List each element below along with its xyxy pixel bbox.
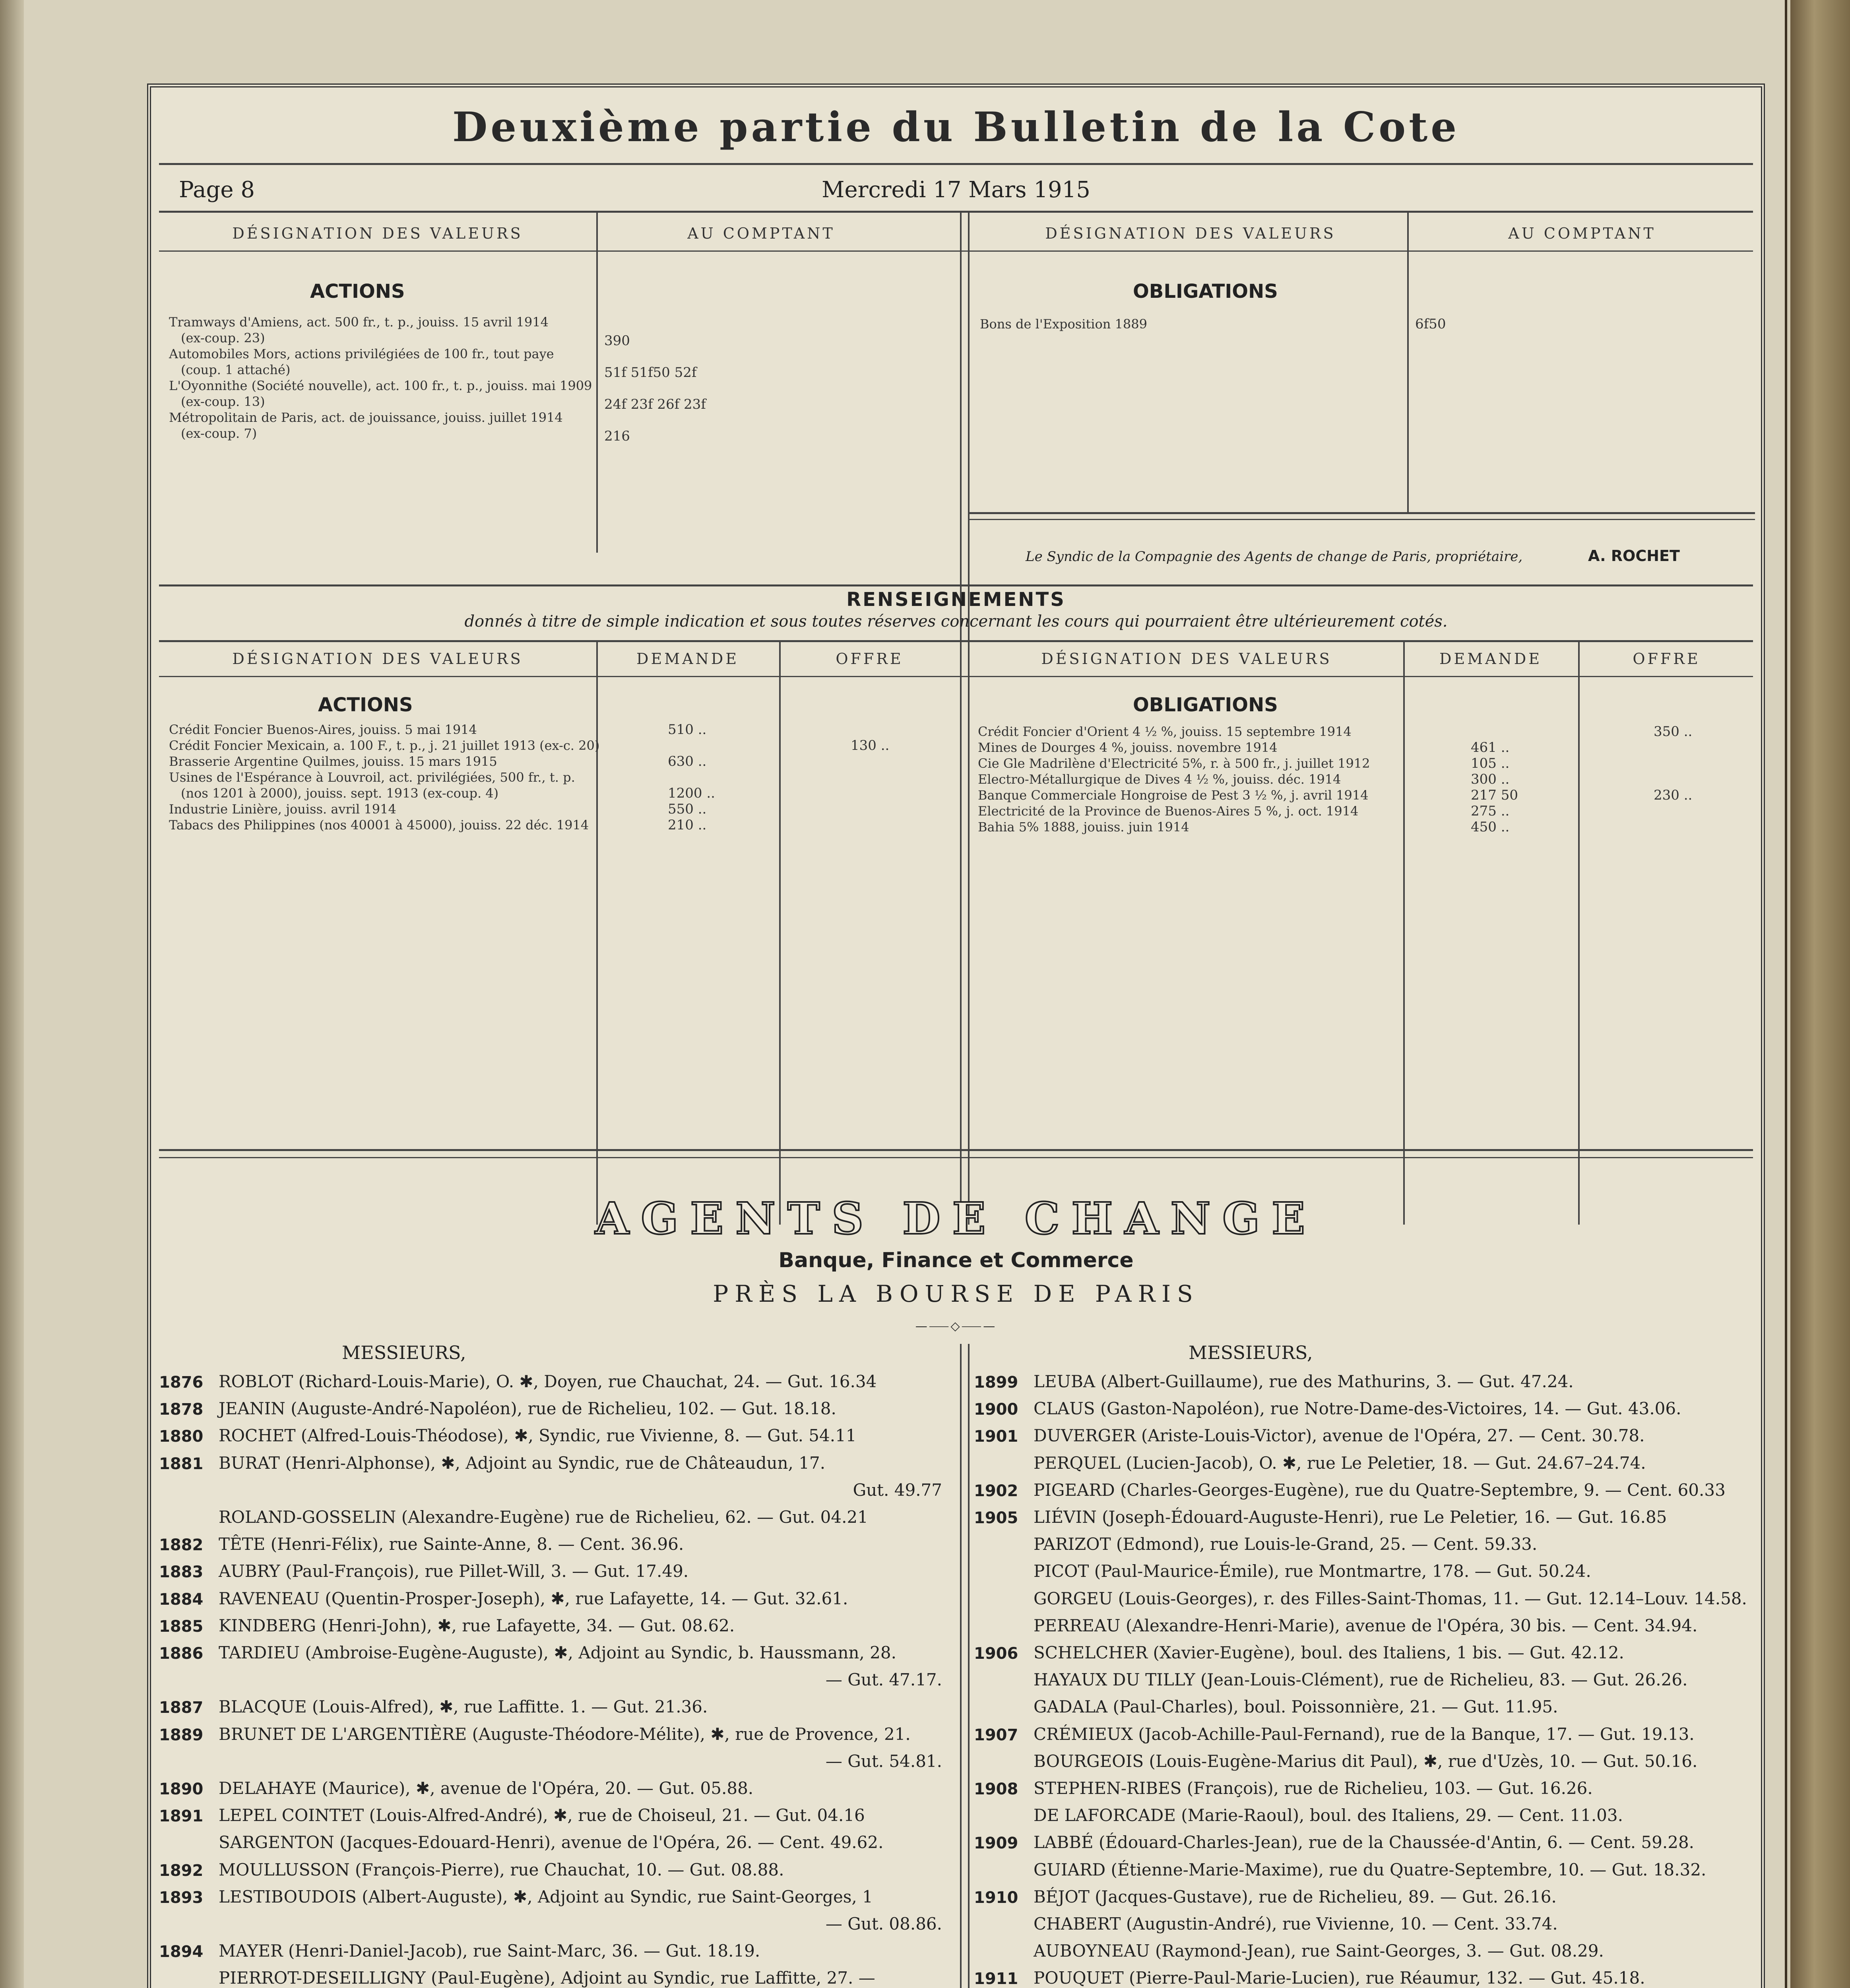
page-date: Mercredi 17 Mars 1915 [822, 177, 1090, 203]
agent-entry [974, 1806, 1753, 1833]
page-number: Page 8 [179, 177, 255, 203]
agents-subtitle: Banque, Finance et Commerce [778, 1248, 1134, 1272]
agent-text: MOULLUSSON (François-Pierre), rue Chauchat, 10. — Gut. 08.88. [219, 1860, 784, 1879]
agent-year: 1876 [159, 1373, 204, 1392]
agent-entry [159, 1968, 954, 1988]
demande-value: 461 .. [1471, 740, 1510, 755]
agents-subtitle-2: PRÈS LA BOURSE DE PARIS [713, 1280, 1199, 1307]
agent-entry [974, 1697, 1753, 1724]
agent-text: Gut. 49.77 [853, 1480, 942, 1500]
messieurs-right: MESSIEURS, [1189, 1342, 1313, 1363]
agent-text: LABBÉ (Édouard-Charles-Jean), rue de la Chaussée-d'Antin, 6. — Cent. 59.28. [1034, 1833, 1695, 1852]
list-item: Cie Gle Madrilène d'Electricité 5%, r. à 500 fr., j. juillet 1912 [978, 756, 1370, 771]
syndic-note: Le Syndic de la Compagnie des Agents de change de Paris, propriétaire, [1026, 549, 1523, 565]
offre-value: 350 .. [1654, 724, 1693, 740]
bulletin-page [147, 83, 1765, 1988]
agent-text: RAVENEAU (Quentin-Prosper-Joseph), ✱, rue Lafayette, 14. — Gut. 32.61. [219, 1588, 848, 1608]
agent-text: PERREAU (Alexandre-Henri-Marie), avenue de l'Opéra, 30 bis. — Cent. 34.94. [1034, 1615, 1698, 1635]
col-header-comptant-right: AU COMPTANT [1508, 225, 1656, 242]
agent-text: PERQUEL (Lucien-Jacob), O. ✱, rue Le Peletier, 18. — Gut. 24.67–24.74. [1034, 1453, 1646, 1473]
list-item: Crédit Foncier d'Orient 4 ½ %, jouiss. 15 septembre 1914 [978, 724, 1352, 739]
agent-entry [159, 1426, 954, 1453]
agent-entry [974, 1860, 1753, 1887]
agent-entry [974, 1561, 1753, 1588]
agent-text: MAYER (Henri-Daniel-Jacob), rue Saint-Marc, 36. — Gut. 18.19. [219, 1941, 760, 1961]
agent-text: GUIARD (Étienne-Marie-Maxime), rue du Quatre-Septembre, 10. — Gut. 18.32. [1034, 1860, 1706, 1879]
agent-entry [974, 1887, 1753, 1914]
agent-entry [974, 1453, 1753, 1480]
agent-text: PIERROT-DESEILLIGNY (Paul-Eugène), Adjoint au Syndic, rue Laffitte, 27. — [219, 1968, 875, 1988]
agent-year: 1891 [159, 1807, 204, 1826]
ornament: —⸺◇⸺— [915, 1319, 997, 1333]
agent-text: — Gut. 47.17. [825, 1670, 942, 1690]
agent-entry [159, 1453, 954, 1480]
list-item: Usines de l'Espérance à Louvroil, act. privilégiées, 500 fr., t. p. [169, 770, 575, 785]
agent-text: CLAUS (Gaston-Napoléon), rue Notre-Dame-des-Victoires, 14. — Gut. 43.06. [1034, 1399, 1681, 1419]
agent-text: — Gut. 08.86. [825, 1914, 942, 1934]
agent-entry [159, 1860, 954, 1887]
agent-text: AUBRY (Paul-François), rue Pillet-Will, 3. — Gut. 17.49. [219, 1561, 689, 1581]
list-item: Crédit Foncier Mexicain, a. 100 F., t. p., j. 21 juillet 1913 (ex-c. 20) [169, 738, 600, 753]
rens-col-designation-left: DÉSIGNATION DES VALEURS [232, 650, 523, 668]
agent-text: LIÉVIN (Joseph-Édouard-Auguste-Henri), rue Le Peletier, 16. — Gut. 16.85 [1034, 1507, 1667, 1527]
messieurs-left: MESSIEURS, [342, 1342, 466, 1363]
agent-year: 1886 [159, 1644, 204, 1663]
agent-entry [974, 1372, 1753, 1399]
list-item: Bons de l'Exposition 1889 [980, 316, 1147, 332]
agent-entry [159, 1914, 954, 1941]
agent-text: — Gut. 54.81. [825, 1751, 942, 1771]
demande-value: 300 .. [1471, 771, 1510, 787]
page-title: Deuxième partie du Bulletin de la Cote [452, 103, 1460, 151]
agent-text: DUVERGER (Ariste-Louis-Victor), avenue de l'Opéra, 27. — Cent. 30.78. [1034, 1426, 1645, 1446]
price-value: 51f 51f50 52f [604, 365, 697, 381]
rens-col-offre-right: OFFRE [1633, 650, 1701, 668]
agent-year: 1880 [159, 1427, 204, 1446]
agent-entry [974, 1399, 1753, 1426]
agent-entry [974, 1941, 1753, 1968]
list-item: Automobiles Mors, actions privilégiées de 100 fr., tout paye (coup. 1 attaché) [169, 346, 554, 377]
agent-year: 1882 [159, 1536, 204, 1555]
rens-col-demande-right: DEMANDE [1439, 650, 1542, 668]
agent-text: HAYAUX DU TILLY (Jean-Louis-Clément), rue de Richelieu, 83. — Gut. 26.26. [1034, 1670, 1688, 1690]
agent-text: PARIZOT (Edmond), rue Louis-le-Grand, 25. — Cent. 59.33. [1034, 1534, 1538, 1554]
agent-text: BURAT (Henri-Alphonse), ✱, Adjoint au Syndic, rue de Châteaudun, 17. [219, 1453, 826, 1473]
agent-entry [159, 1751, 954, 1778]
agent-text: CRÉMIEUX (Jacob-Achille-Paul-Fernand), rue de la Banque, 17. — Gut. 19.13. [1034, 1724, 1695, 1744]
rens-actions-list [169, 722, 599, 833]
col-header-designation-right: DÉSIGNATION DES VALEURS [1045, 225, 1336, 242]
price-value: 390 [604, 333, 630, 349]
agent-text: ROCHET (Alfred-Louis-Théodose), ✱, Syndic, rue Vivienne, 8. — Gut. 54.11 [219, 1426, 857, 1446]
agent-text: GORGEU (Louis-Georges), r. des Filles-Saint-Thomas, 11. — Gut. 12.14–Louv. 14.58. [1034, 1588, 1747, 1608]
agent-text: PICOT (Paul-Maurice-Émile), rue Montmartre, 178. — Gut. 50.24. [1034, 1561, 1591, 1581]
agent-year: 1908 [974, 1780, 1018, 1798]
demande-value: 105 .. [1471, 755, 1510, 771]
binding-left [0, 0, 24, 1988]
cote-obligations-heading: OBLIGATIONS [1133, 280, 1278, 303]
rens-col-designation-right: DÉSIGNATION DES VALEURS [1041, 650, 1332, 668]
agent-text: DELAHAYE (Maurice), ✱, avenue de l'Opéra, 20. — Gut. 05.88. [219, 1778, 754, 1798]
agent-text: AUBOYNEAU (Raymond-Jean), rue Saint-Georges, 3. — Gut. 08.29. [1034, 1941, 1604, 1961]
agent-text: SCHELCHER (Xavier-Eugène), boul. des Italiens, 1 bis. — Gut. 42.12. [1034, 1643, 1624, 1662]
agent-text: TÊTE (Henri-Félix), rue Sainte-Anne, 8. — Cent. 36.96. [219, 1534, 684, 1554]
price-value: 216 [604, 428, 630, 444]
agent-text: STEPHEN-RIBES (François), rue de Richelieu, 103. — Gut. 16.26. [1034, 1778, 1593, 1798]
syndic-name: A. ROCHET [1588, 547, 1680, 565]
agent-year: 1901 [974, 1427, 1018, 1446]
renseignements-subtitle: donnés à titre de simple indication et sous toutes réserves concernant les cours qui pourraient être ultérieurement cotés. [464, 612, 1448, 631]
agent-year: 1893 [159, 1888, 204, 1907]
agent-text: LEUBA (Albert-Guillaume), rue des Mathurins, 3. — Gut. 47.24. [1034, 1372, 1574, 1391]
agent-year: 1907 [974, 1726, 1018, 1744]
agent-year: 1900 [974, 1400, 1018, 1419]
agent-year: 1884 [159, 1590, 204, 1609]
agent-entry [159, 1372, 954, 1399]
agent-year: 1889 [159, 1726, 204, 1744]
demande-value: 630 .. [668, 753, 707, 769]
agent-year: 1890 [159, 1780, 204, 1798]
agent-year: 1902 [974, 1481, 1018, 1500]
renseignements-title: RENSEIGNEMENTS [846, 588, 1066, 611]
agent-text: PIGEARD (Charles-Georges-Eugène), rue du Quatre-Septembre, 9. — Cent. 60.33 [1034, 1480, 1726, 1500]
agent-year: 1909 [974, 1834, 1018, 1853]
agent-entry [974, 1426, 1753, 1453]
rens-actions-heading: ACTIONS [318, 694, 413, 716]
agent-entry [159, 1480, 954, 1507]
list-item: Tramways d'Amiens, act. 500 fr., t. p., jouiss. 15 avril 1914 (ex-coup. 23) [169, 315, 549, 346]
agent-entry [159, 1778, 954, 1806]
agent-entry [974, 1778, 1753, 1806]
agent-text: GADALA (Paul-Charles), boul. Poissonnière, 21. — Gut. 11.95. [1034, 1697, 1558, 1717]
demande-value: 217 50 [1471, 787, 1518, 803]
list-item: L'Oyonnithe (Société nouvelle), act. 100 fr., t. p., jouiss. mai 1909 (ex-coup. 13) [169, 378, 592, 409]
binding-right [1790, 0, 1850, 1988]
rens-obligations-heading: OBLIGATIONS [1133, 694, 1278, 716]
agent-entry [974, 1507, 1753, 1534]
demande-value: 450 .. [1471, 819, 1510, 835]
list-item: Industrie Linière, jouiss. avril 1914 [169, 802, 396, 817]
agent-entry [974, 1480, 1753, 1507]
agent-entry [974, 1616, 1753, 1643]
demande-value: 550 .. [668, 801, 707, 817]
col-header-comptant-left: AU COMPTANT [687, 225, 835, 242]
agent-text: POUQUET (Pierre-Paul-Marie-Lucien), rue Réaumur, 132. — Gut. 45.18. [1034, 1968, 1645, 1988]
price-value: 6f50 [1415, 316, 1446, 332]
agent-entry [159, 1670, 954, 1697]
agent-entry [159, 1833, 954, 1860]
agent-entry [159, 1697, 954, 1724]
agent-text: JEANIN (Auguste-André-Napoléon), rue de Richelieu, 102. — Gut. 18.18. [219, 1399, 836, 1419]
list-item: Mines de Dourges 4 %, jouiss. novembre 1914 [978, 740, 1278, 755]
agent-entry [159, 1561, 954, 1588]
agent-year: 1887 [159, 1699, 204, 1717]
agent-entry [974, 1670, 1753, 1697]
agent-year: 1906 [974, 1644, 1018, 1663]
agent-year: 1899 [974, 1373, 1018, 1392]
agent-text: TARDIEU (Ambroise-Eugène-Auguste), ✱, Adjoint au Syndic, b. Haussmann, 28. [219, 1643, 896, 1662]
list-item: Bahia 5% 1888, jouiss. juin 1914 [978, 819, 1189, 835]
agent-year: 1910 [974, 1888, 1018, 1907]
agent-year: 1883 [159, 1563, 204, 1582]
agent-entry [159, 1589, 954, 1616]
agent-entry [159, 1887, 954, 1914]
agent-text: ROBLOT (Richard-Louis-Marie), O. ✱, Doyen, rue Chauchat, 24. — Gut. 16.34 [219, 1372, 877, 1391]
list-item: Brasserie Argentine Quilmes, jouiss. 15 mars 1915 [169, 754, 497, 769]
agents-title: AGENTS DE CHANGE [595, 1193, 1317, 1244]
list-item: Electro-Métallurgique de Dives 4 ½ %, jouiss. déc. 1914 [978, 772, 1341, 787]
agent-entry [159, 1534, 954, 1561]
cote-actions-heading: ACTIONS [310, 280, 405, 303]
agent-text: SARGENTON (Jacques-Edouard-Henri), avenue de l'Opéra, 26. — Cent. 49.62. [219, 1833, 884, 1852]
agent-text: BÉJOT (Jacques-Gustave), rue de Richelieu, 89. — Gut. 26.16. [1034, 1887, 1557, 1906]
offre-value: 130 .. [851, 738, 890, 753]
agent-entry [159, 1806, 954, 1833]
agent-year: 1911 [974, 1970, 1018, 1988]
agent-entry [159, 1507, 954, 1534]
agent-entry [974, 1534, 1753, 1561]
agent-text: DE LAFORCADE (Marie-Raoul), boul. des Italiens, 29. — Cent. 11.03. [1034, 1806, 1623, 1825]
agent-text: BLACQUE (Louis-Alfred), ✱, rue Laffitte. 1. — Gut. 21.36. [219, 1697, 708, 1717]
agent-entry [159, 1724, 954, 1751]
demande-value: 510 .. [668, 722, 707, 738]
rens-col-demande-left: DEMANDE [636, 650, 739, 668]
demande-value: 210 .. [668, 817, 707, 833]
list-item: Crédit Foncier Buenos-Aires, jouiss. 5 mai 1914 [169, 722, 477, 737]
agent-year: 1894 [159, 1943, 204, 1961]
agent-text: BRUNET DE L'ARGENTIÈRE (Auguste-Théodore-Mélite), ✱, rue de Provence, 21. [219, 1724, 911, 1744]
agent-entry [974, 1833, 1753, 1860]
cote-actions-list [169, 314, 592, 441]
agent-entry [159, 1941, 954, 1968]
demande-value: 275 .. [1471, 803, 1510, 819]
agent-year: 1905 [974, 1509, 1018, 1527]
agent-year: 1881 [159, 1454, 204, 1473]
rens-col-offre-left: OFFRE [836, 650, 904, 668]
agent-text: BOURGEOIS (Louis-Eugène-Marius dit Paul), ✱, rue d'Uzès, 10. — Gut. 50.16. [1034, 1751, 1698, 1771]
agent-year: 1878 [159, 1400, 204, 1419]
agent-entry [974, 1914, 1753, 1941]
demande-value: 1200 .. [668, 785, 715, 801]
agent-text: LESTIBOUDOIS (Albert-Auguste), ✱, Adjoint au Syndic, rue Saint-Georges, 1 [219, 1887, 873, 1906]
agent-entry [159, 1643, 954, 1670]
agent-entry [974, 1589, 1753, 1616]
list-item: Electricité de la Province de Buenos-Aires 5 %, j. oct. 1914 [978, 804, 1359, 819]
offre-value: 230 .. [1654, 787, 1693, 803]
agent-text: KINDBERG (Henri-John), ✱, rue Lafayette, 34. — Gut. 08.62. [219, 1615, 735, 1635]
list-item: Banque Commerciale Hongroise de Pest 3 ½ %, j. avril 1914 [978, 788, 1369, 803]
agent-entry [974, 1643, 1753, 1670]
agent-text: LEPEL COINTET (Louis-Alfred-André), ✱, rue de Choiseul, 21. — Gut. 04.16 [219, 1806, 865, 1825]
rens-obligations-list [978, 724, 1370, 835]
agent-entry [974, 1751, 1753, 1778]
list-item: Tabacs des Philippines (nos 40001 à 45000), jouiss. 22 déc. 1914 [169, 817, 589, 833]
agent-year: 1885 [159, 1617, 204, 1636]
agent-entry [159, 1616, 954, 1643]
list-item: Métropolitain de Paris, act. de jouissance, jouiss. juillet 1914 (ex-coup. 7) [169, 410, 563, 441]
price-value: 24f 23f 26f 23f [604, 396, 706, 412]
agent-entry [974, 1968, 1753, 1988]
agent-text: ROLAND-GOSSELIN (Alexandre-Eugène) rue de Richelieu, 62. — Gut. 04.21 [219, 1507, 868, 1527]
col-header-designation-left: DÉSIGNATION DES VALEURS [232, 225, 523, 242]
agent-entry [974, 1724, 1753, 1751]
agent-entry [159, 1399, 954, 1426]
agent-text: CHABERT (Augustin-André), rue Vivienne, 10. — Cent. 33.74. [1034, 1914, 1558, 1934]
agent-year: 1892 [159, 1861, 204, 1880]
list-item: (nos 1201 à 2000), jouiss. sept. 1913 (ex-coup. 4) [181, 786, 499, 801]
